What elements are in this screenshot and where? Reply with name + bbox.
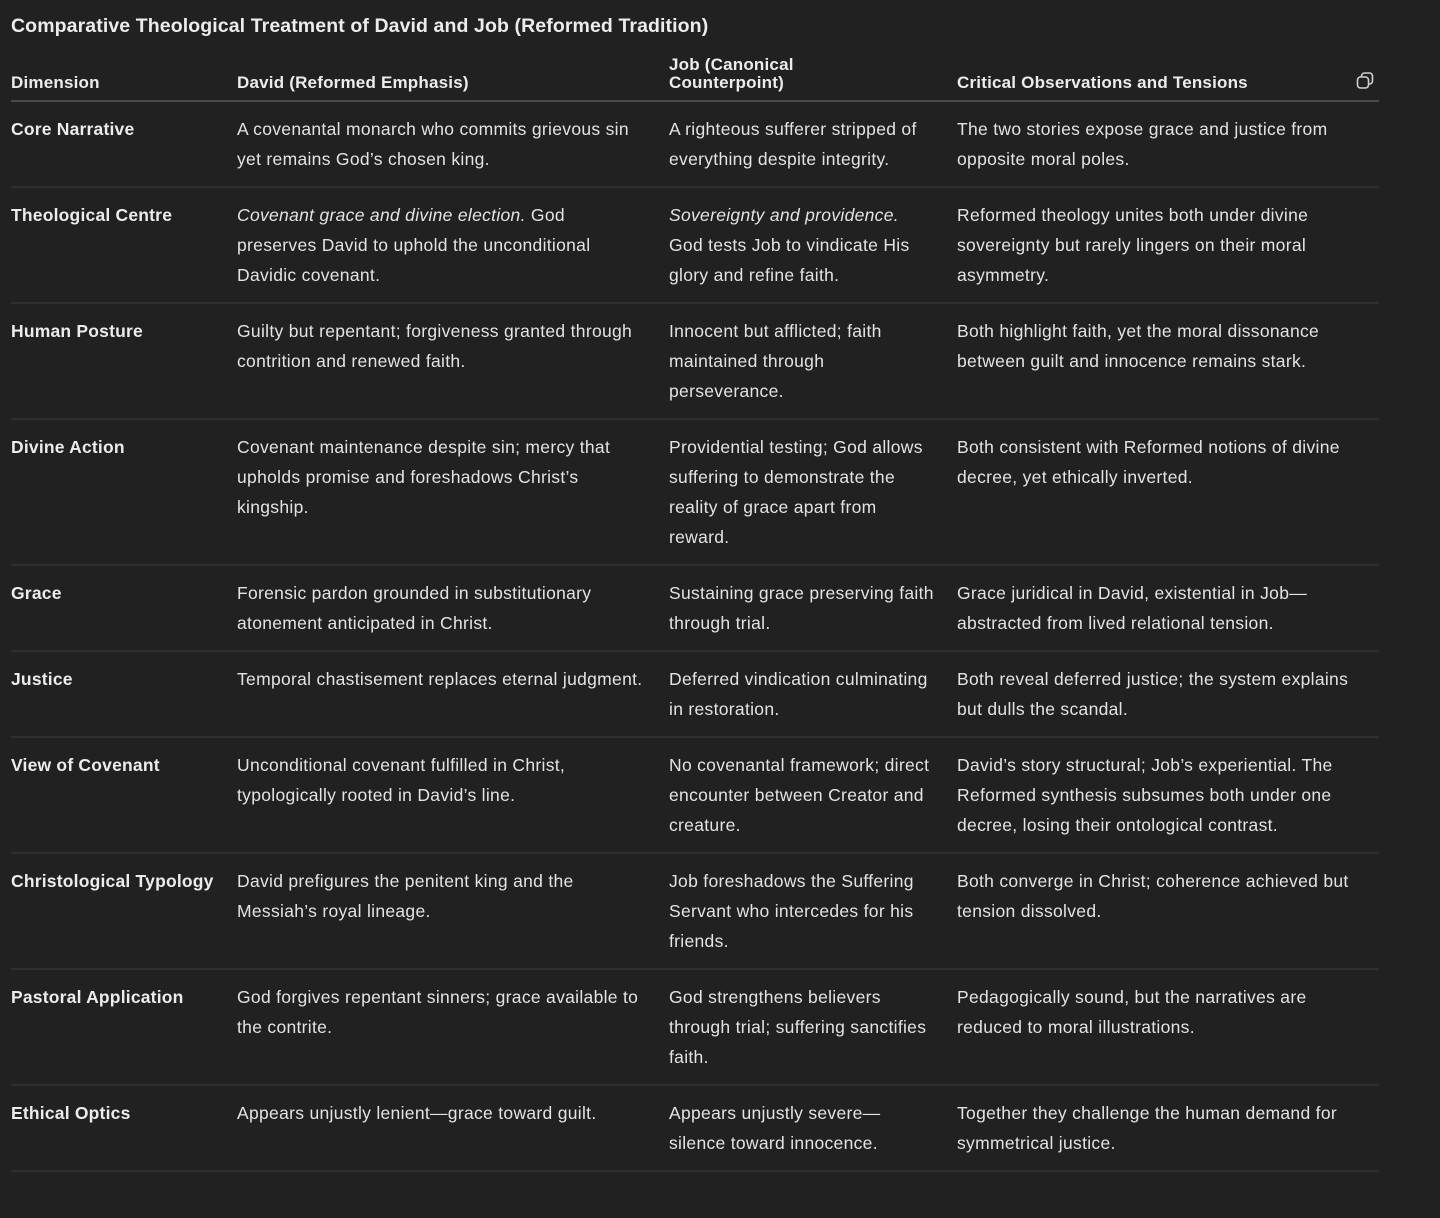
copy-table-button[interactable] <box>1355 71 1375 91</box>
cell-dimension-text: View of Covenant <box>11 755 160 775</box>
cell-job-emphasis: Sovereignty and providence. <box>669 205 899 225</box>
cell-critical-text: Both consistent with Reformed notions of divine decree, yet ethically inverted. <box>957 437 1340 487</box>
cell-dimension <box>11 565 237 651</box>
cell-job <box>669 303 957 419</box>
cell-dimension-text: Pastoral Application <box>11 987 184 1007</box>
comparison-table <box>11 50 1379 1172</box>
cell-david-text: A covenantal monarch who commits grievous sin yet remains God’s chosen king. <box>237 119 629 169</box>
table-body <box>11 101 1379 1171</box>
cell-david-text: Forensic pardon grounded in substitutionary atonement anticipated in Christ. <box>237 583 592 633</box>
cell-job-text: Deferred vindication culminating in restoration. <box>669 669 928 719</box>
cell-job-text: No covenantal framework; direct encounter between Creator and creature. <box>669 755 930 835</box>
cell-dimension-text: Christological Typology <box>11 871 214 891</box>
cell-dimension <box>11 853 237 969</box>
cell-job <box>669 187 957 303</box>
cell-david <box>237 853 669 969</box>
cell-job-text: God tests Job to vindicate His glory and refine faith. <box>669 235 910 285</box>
copy-icon <box>1355 71 1375 91</box>
cell-job-text: Providential testing; God allows suffering to demonstrate the reality of grace apart from reward. <box>669 437 923 547</box>
cell-david-text: Appears unjustly lenient—grace toward guilt. <box>237 1103 597 1123</box>
cell-dimension-text: Justice <box>11 669 73 689</box>
cell-dimension <box>11 1085 237 1171</box>
header-david: David (Reformed Emphasis) <box>237 50 669 101</box>
cell-critical <box>957 1085 1379 1171</box>
cell-critical-text: Grace juridical in David, existential in Job—abstracted from lived relational tension. <box>957 583 1308 633</box>
comparison-table-container <box>11 50 1379 1172</box>
cell-dimension <box>11 187 237 303</box>
header-critical <box>957 50 1379 101</box>
cell-critical-text: Both highlight faith, yet the moral dissonance between guilt and innocence remains stark. <box>957 321 1320 371</box>
cell-david <box>237 1085 669 1171</box>
cell-critical-text: Both reveal deferred justice; the system explains but dulls the scandal. <box>957 669 1349 719</box>
cell-david-text: David prefigures the penitent king and the Messiah’s royal lineage. <box>237 871 574 921</box>
cell-david <box>237 187 669 303</box>
table-row <box>11 1085 1379 1171</box>
cell-david <box>237 565 669 651</box>
cell-job-text: God strengthens believers through trial; suffering sanctifies faith. <box>669 987 927 1067</box>
cell-dimension-text: Theological Centre <box>11 205 173 225</box>
cell-dimension-text: Grace <box>11 583 62 603</box>
cell-job <box>669 565 957 651</box>
cell-job <box>669 969 957 1085</box>
table-row <box>11 101 1379 187</box>
cell-dimension <box>11 737 237 853</box>
cell-job <box>669 651 957 737</box>
cell-david <box>237 737 669 853</box>
cell-critical-text: David’s story structural; Job’s experiential. The Reformed synthesis subsumes both under one decree, losing their ontological contrast. <box>957 755 1333 835</box>
cell-critical <box>957 303 1379 419</box>
cell-david <box>237 651 669 737</box>
table-row <box>11 187 1379 303</box>
cell-critical-text: Both converge in Christ; coherence achieved but tension dissolved. <box>957 871 1349 921</box>
cell-dimension <box>11 651 237 737</box>
cell-job <box>669 419 957 565</box>
table-row <box>11 853 1379 969</box>
cell-dimension <box>11 303 237 419</box>
cell-job <box>669 737 957 853</box>
cell-critical-text: Together they challenge the human demand for symmetrical justice. <box>957 1103 1337 1153</box>
header-row <box>11 50 1379 101</box>
cell-dimension-text: Divine Action <box>11 437 125 457</box>
cell-critical <box>957 419 1379 565</box>
table-row <box>11 737 1379 853</box>
cell-dimension-text: Ethical Optics <box>11 1103 131 1123</box>
table-row <box>11 303 1379 419</box>
cell-critical <box>957 101 1379 187</box>
cell-david-text: God preserves David to uphold the unconditional Davidic covenant. <box>237 205 591 285</box>
cell-david <box>237 101 669 187</box>
table-row <box>11 969 1379 1085</box>
cell-job <box>669 853 957 969</box>
table-row <box>11 651 1379 737</box>
header-job: Job (Canonical Counterpoint) <box>669 50 957 101</box>
cell-critical <box>957 565 1379 651</box>
header-dimension: Dimension <box>11 50 237 101</box>
cell-job-text: Appears unjustly severe—silence toward innocence. <box>669 1103 881 1153</box>
cell-david-text: Unconditional covenant fulfilled in Christ, typologically rooted in David’s line. <box>237 755 566 805</box>
cell-david-emphasis: Covenant grace and divine election. <box>237 205 526 225</box>
cell-critical <box>957 853 1379 969</box>
cell-critical <box>957 187 1379 303</box>
cell-david-text: Guilty but repentant; forgiveness granted through contrition and renewed faith. <box>237 321 633 371</box>
table-row <box>11 419 1379 565</box>
cell-dimension <box>11 101 237 187</box>
table-header <box>11 50 1379 101</box>
cell-david-text: Temporal chastisement replaces eternal judgment. <box>237 669 643 689</box>
table-title: Comparative Theological Treatment of David and Job (Reformed Tradition) <box>11 15 709 37</box>
cell-job <box>669 1085 957 1171</box>
cell-david <box>237 419 669 565</box>
cell-critical-text: Pedagogically sound, but the narratives are reduced to moral illustrations. <box>957 987 1307 1037</box>
table-row <box>11 565 1379 651</box>
cell-david-text: Covenant maintenance despite sin; mercy that upholds promise and foreshadows Christ’s kingship. <box>237 437 611 517</box>
cell-dimension-text: Core Narrative <box>11 119 135 139</box>
cell-critical <box>957 651 1379 737</box>
cell-david <box>237 303 669 419</box>
cell-critical <box>957 737 1379 853</box>
cell-critical-text: The two stories expose grace and justice from opposite moral poles. <box>957 119 1328 169</box>
cell-dimension <box>11 969 237 1085</box>
cell-david <box>237 969 669 1085</box>
cell-critical <box>957 969 1379 1085</box>
cell-dimension-text: Human Posture <box>11 321 143 341</box>
cell-job-text: Innocent but afflicted; faith maintained through perseverance. <box>669 321 882 401</box>
header-critical-label: Critical Observations and Tensions <box>957 73 1248 92</box>
cell-dimension <box>11 419 237 565</box>
cell-critical-text: Reformed theology unites both under divine sovereignty but rarely lingers on their moral asymmetry. <box>957 205 1309 285</box>
cell-david-text: God forgives repentant sinners; grace available to the contrite. <box>237 987 639 1037</box>
cell-job-text: Job foreshadows the Suffering Servant who intercedes for his friends. <box>669 871 914 951</box>
cell-job-text: Sustaining grace preserving faith through trial. <box>669 583 934 633</box>
cell-job <box>669 101 957 187</box>
cell-job-text: A righteous sufferer stripped of everything despite integrity. <box>669 119 917 169</box>
